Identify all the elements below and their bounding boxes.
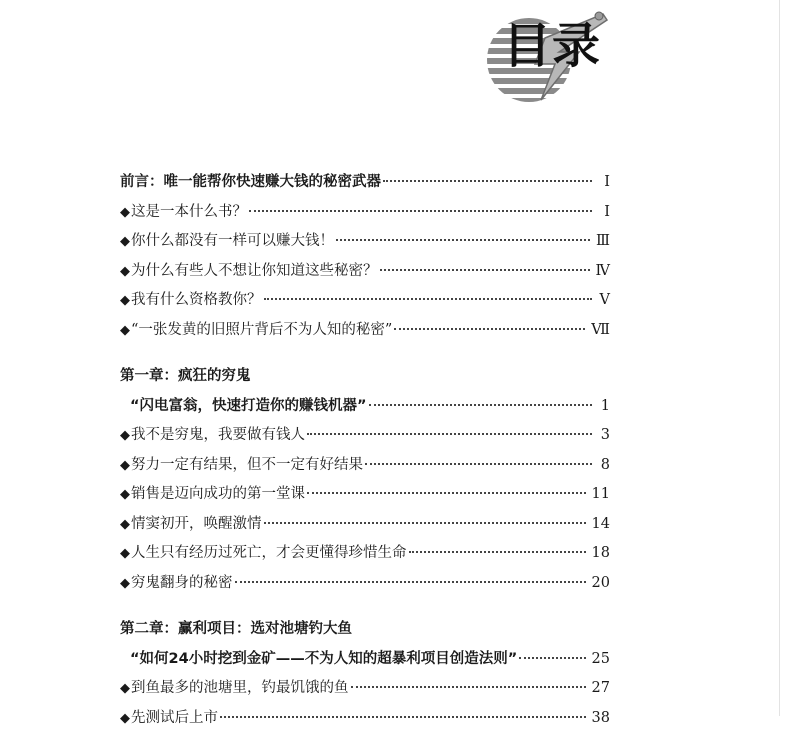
toc-entry-text: 为什么有些人不想让你知道这些秘密？ xyxy=(131,263,378,279)
toc-section xyxy=(120,168,610,345)
toc-chapter-heading[interactable] xyxy=(120,362,610,392)
diamond-bullet-icon: ◆ xyxy=(120,205,130,220)
page-number: Ⅲ xyxy=(596,227,610,257)
page-number: 11 xyxy=(592,480,610,510)
page-number: 1 xyxy=(598,392,610,422)
page-title: 目录 xyxy=(503,18,601,74)
dot-leader xyxy=(383,180,592,182)
toc-entry-text: 努力一定有结果，但不一定有好结果 xyxy=(131,457,363,473)
page-edge-line xyxy=(779,0,780,716)
toc-entry[interactable] xyxy=(120,539,610,569)
diamond-bullet-icon: ◆ xyxy=(120,487,130,502)
page-number: 27 xyxy=(592,674,610,704)
page-number: 8 xyxy=(598,451,610,481)
diamond-bullet-icon: ◆ xyxy=(120,264,130,279)
toc-entry[interactable] xyxy=(120,569,610,599)
toc-chapter-subtitle[interactable] xyxy=(120,645,610,675)
page-number: 38 xyxy=(592,704,610,733)
toc-entry-text: 这是一本什么书？ xyxy=(131,204,247,220)
dot-leader xyxy=(336,239,590,241)
toc-entry-text: 穷鬼翻身的秘密 xyxy=(131,575,233,591)
diamond-bullet-icon: ◆ xyxy=(120,458,130,473)
page-number: Ⅴ xyxy=(598,286,610,316)
diamond-bullet-icon: ◆ xyxy=(120,323,130,338)
dot-leader xyxy=(307,433,592,435)
diamond-bullet-icon: ◆ xyxy=(120,681,130,696)
toc-entry[interactable] xyxy=(120,198,610,228)
toc-entry[interactable] xyxy=(120,227,610,257)
dot-leader xyxy=(351,686,586,688)
toc-entry[interactable] xyxy=(120,451,610,481)
dot-leader xyxy=(365,463,592,465)
toc-preface-entry[interactable] xyxy=(120,168,610,198)
toc-entry-text: 你什么都没有一样可以赚大钱！ xyxy=(131,233,334,249)
page-number: Ⅰ xyxy=(598,168,610,198)
toc-chapter-subtitle[interactable] xyxy=(120,392,610,422)
diamond-bullet-icon: ◆ xyxy=(120,711,130,726)
toc-entry-text: 人生只有经历过死亡，才会更懂得珍惜生命 xyxy=(131,545,407,561)
toc-entry-text: 到鱼最多的池塘里，钓最饥饿的鱼 xyxy=(131,680,349,696)
diamond-bullet-icon: ◆ xyxy=(120,517,130,532)
toc-entry[interactable] xyxy=(120,257,610,287)
page-number: 14 xyxy=(592,510,610,540)
dot-leader xyxy=(264,522,586,524)
toc-entry[interactable] xyxy=(120,510,610,540)
toc-entry-text: 第一章：疯狂的穷鬼 xyxy=(120,368,251,384)
toc-entry-text: 我不是穷鬼，我要做有钱人 xyxy=(131,427,305,443)
diamond-bullet-icon: ◆ xyxy=(120,428,130,443)
toc-entry-text: 我有什么资格教你？ xyxy=(131,292,262,308)
toc-entry-text: 前言：唯一能帮你快速赚大钱的秘密武器 xyxy=(120,174,381,190)
toc-entry[interactable] xyxy=(120,286,610,316)
diamond-bullet-icon: ◆ xyxy=(120,546,130,561)
toc-entry-text: 先测试后上市 xyxy=(131,710,218,726)
diamond-bullet-icon: ◆ xyxy=(120,293,130,308)
toc-entry[interactable] xyxy=(120,674,610,704)
dot-leader xyxy=(369,404,592,406)
dot-leader xyxy=(307,492,586,494)
page-number: Ⅳ xyxy=(596,257,611,287)
toc-section xyxy=(120,615,610,733)
page-number: Ⅰ xyxy=(598,198,610,228)
dot-leader xyxy=(249,210,592,212)
toc-entry-text: 第二章：赢利项目：选对池塘钓大鱼 xyxy=(120,621,352,637)
page-number: 25 xyxy=(592,645,610,675)
page-number: 20 xyxy=(592,569,610,599)
dot-leader xyxy=(519,657,585,659)
toc-entry[interactable] xyxy=(120,316,610,346)
toc-entry-text: “闪电富翁，快速打造你的赚钱机器” xyxy=(130,398,367,414)
dot-leader xyxy=(409,551,586,553)
diamond-bullet-icon: ◆ xyxy=(120,576,130,591)
page-number: Ⅶ xyxy=(591,316,610,346)
toc-entry-text: “如何24小时挖到金矿——不为人知的超暴利项目创造法则” xyxy=(130,651,517,667)
toc-entry[interactable] xyxy=(120,480,610,510)
toc-section xyxy=(120,362,610,598)
toc-entry[interactable] xyxy=(120,421,610,451)
dot-leader xyxy=(264,298,593,300)
page-number: 18 xyxy=(592,539,610,569)
diamond-bullet-icon: ◆ xyxy=(120,234,130,249)
toc-entry[interactable] xyxy=(120,704,610,733)
toc-chapter-heading[interactable] xyxy=(120,615,610,645)
toc-entry-text: 情窦初开，唤醒激情 xyxy=(131,516,262,532)
toc-entry-text: “一张发黄的旧照片背后不为人知的秘密” xyxy=(131,322,392,338)
page-number: 3 xyxy=(598,421,610,451)
dot-leader xyxy=(394,328,585,330)
toc-entry-text: 销售是迈向成功的第一堂课 xyxy=(131,486,305,502)
dot-leader xyxy=(235,581,586,583)
dot-leader xyxy=(380,269,590,271)
table-of-contents xyxy=(120,168,610,733)
